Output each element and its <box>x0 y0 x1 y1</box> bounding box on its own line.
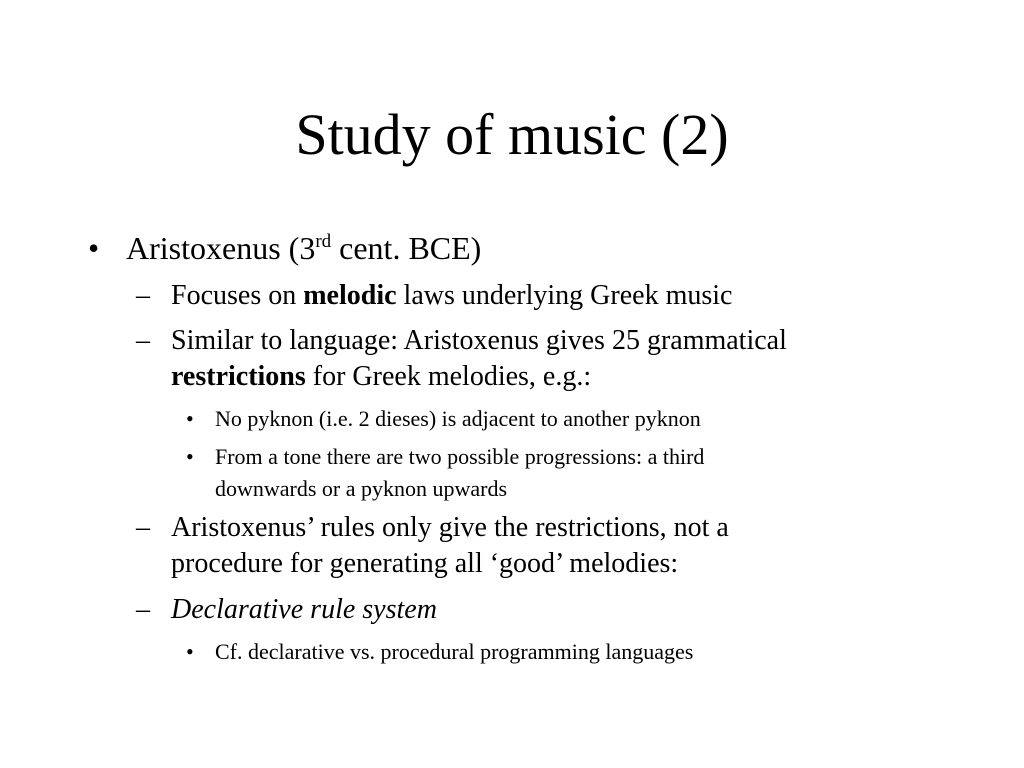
slide-title: Study of music (2) <box>295 102 729 167</box>
similar-line2 <box>171 359 787 395</box>
bullet-icon: • <box>186 444 194 469</box>
bullet-icon: • <box>186 639 194 664</box>
tone-line2: downwards or a pyknon upwards <box>215 476 508 501</box>
aristoxenus-post: cent. BCE) <box>331 230 482 266</box>
bullet-icon: • <box>186 406 194 431</box>
similar-post: for Greek melodies, e.g.: <box>305 361 592 392</box>
dash-icon: – <box>136 325 150 356</box>
aristoxenus-sup: rd <box>315 231 332 252</box>
tone-line1: From a tone there are two possible progressions: a third <box>215 444 705 469</box>
rules-line1: Aristoxenus’ rules only give the restrictions, not a <box>171 512 729 543</box>
subbullet-text <box>171 323 787 395</box>
focuses-pre: Focuses on <box>171 280 304 311</box>
tone-text <box>215 441 704 505</box>
bullet-icon: • <box>88 230 100 266</box>
subbullet-text <box>171 278 732 314</box>
focuses-post: laws underlying Greek music <box>396 280 733 311</box>
similar-line1: Similar to language: Aristoxenus gives 25 grammatical <box>171 325 787 356</box>
subbullet-text <box>171 510 729 582</box>
bullet-text <box>126 228 481 274</box>
rules-line2: procedure for generating all ‘good’ melodies: <box>171 548 679 579</box>
pyknon-text: No pyknon (i.e. 2 dieses) is adjacent to another pyknon <box>215 406 701 431</box>
dash-icon: – <box>136 512 150 543</box>
declarative-text: Declarative rule system <box>171 594 437 625</box>
similar-bold: restrictions <box>171 361 306 392</box>
dash-icon: – <box>136 280 150 311</box>
aristoxenus-pre: Aristoxenus (3 <box>126 230 316 266</box>
cf-text: Cf. declarative vs. procedural programming languages <box>215 639 694 664</box>
dash-icon: – <box>136 594 150 625</box>
focuses-bold: melodic <box>303 280 397 311</box>
